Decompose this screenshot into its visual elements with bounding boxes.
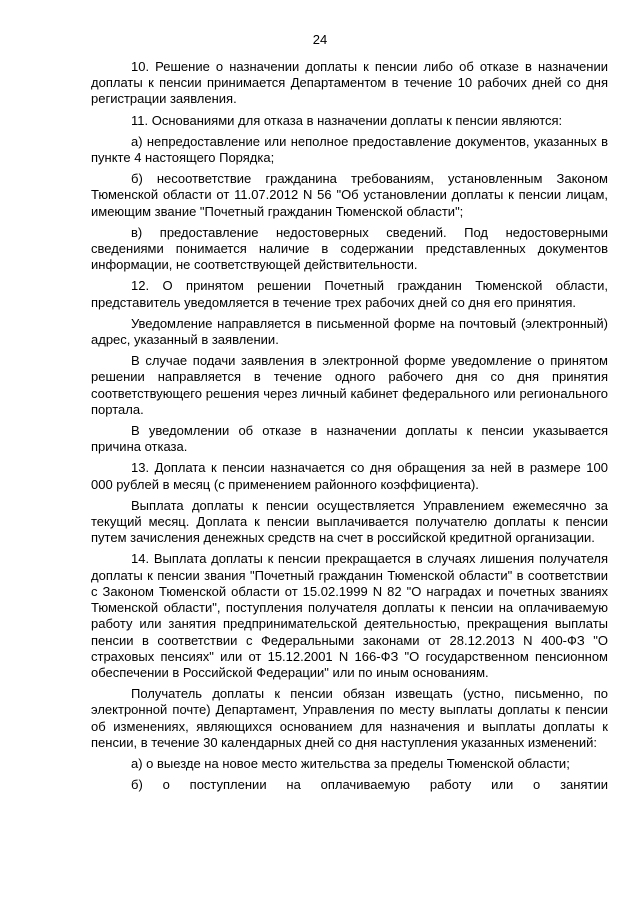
paragraph-11a: а) непредоставление или неполное предоставление документов, указанных в пункте 4 настоящего Порядка;: [91, 133, 608, 166]
paragraph-14: 14. Выплата доплаты к пенсии прекращается в случаях лишения получателя доплаты к пенсии звания "Почетный гражданин Тюменской области" в соответствии с Законом Тюменской области от 15.02.1999 N 82 "О наградах и почетных званиях Тюменской области", поступления получателя доплаты к пенсии на оплачиваемую работу или занятия предпринимательской деятельностью, прекращения выплаты пенсии в соответствии с Федеральными законами от 28.12.2013 N 400-ФЗ "О страховых пенсиях" или от 15.12.2001 N 166-ФЗ "О государственном пенсионном обеспечении в Российской Федерации" или по иным основаниям.: [91, 551, 608, 680]
paragraph-13: 13. Доплата к пенсии назначается со дня обращения за ней в размере 100 000 рублей в месяц (с применением районного коэффициента).: [91, 460, 608, 492]
paragraph-11c: в) предоставление недостоверных сведений. Под недостоверными сведениями понимается наличие в содержании представленных документов информации, не соответствующей действительности.: [91, 224, 608, 273]
paragraph-12-refusal-reason: В уведомлении об отказе в назначении доплаты к пенсии указывается причина отказа.: [91, 423, 608, 455]
paragraph-14a: а) о выезде на новое место жительства за пределы Тюменской области;: [131, 755, 570, 771]
paragraph-11: 11. Основаниями для отказа в назначении доплаты к пенсии являются:: [131, 112, 563, 128]
paragraph-14-obligation: Получатель доплаты к пенсии обязан извещать (устно, письменно, по электронной почте) Департамент, Управления по месту выплаты доплаты к пенсии об изменениях, являющихся основанием для назначения и выплаты доплаты к пенсии, в течение 30 календарных дней со дня наступления указанных изменений:: [91, 686, 608, 750]
paragraph-14b: б) о поступлении на оплачиваемую работу или о занятии: [131, 777, 608, 793]
paragraph-10: 10. Решение о назначении доплаты к пенсии либо об отказе в назначении доплаты к пенсии принимается Департаментом в течение 10 рабочих дней со дня регистрации заявления.: [91, 59, 608, 107]
paragraph-12-electronic: В случае подачи заявления в электронной форме уведомление о принятом решении направляется в течение одного рабочего дня со дня принятия соответствующего решения через личный кабинет федерального или регионального портала.: [91, 353, 608, 417]
paragraph-12: 12. О принятом решении Почетный гражданин Тюменской области, представитель уведомляется в течение трех рабочих дней со дня его принятия.: [91, 278, 608, 310]
document-body: [91, 59, 608, 793]
paragraph-11b: б) несоответствие гражданина требованиям, установленным Законом Тюменской области от 11.07.2012 N 56 "Об установлении доплаты к пенсии лицам, имеющим звание "Почетный гражданин Тюменской области";: [91, 171, 608, 219]
paragraph-13-payment: Выплата доплаты к пенсии осуществляется Управлением ежемесячно за текущий месяц. Доплата к пенсии выплачивается получателю доплаты к пенсии путем зачисления денежных средств на счет в российской кредитной организации.: [91, 497, 608, 546]
paragraph-12-notice-form: Уведомление направляется в письменной форме на почтовый (электронный) адрес, указанный в заявлении.: [91, 315, 608, 348]
page-number: 24: [312, 32, 328, 47]
